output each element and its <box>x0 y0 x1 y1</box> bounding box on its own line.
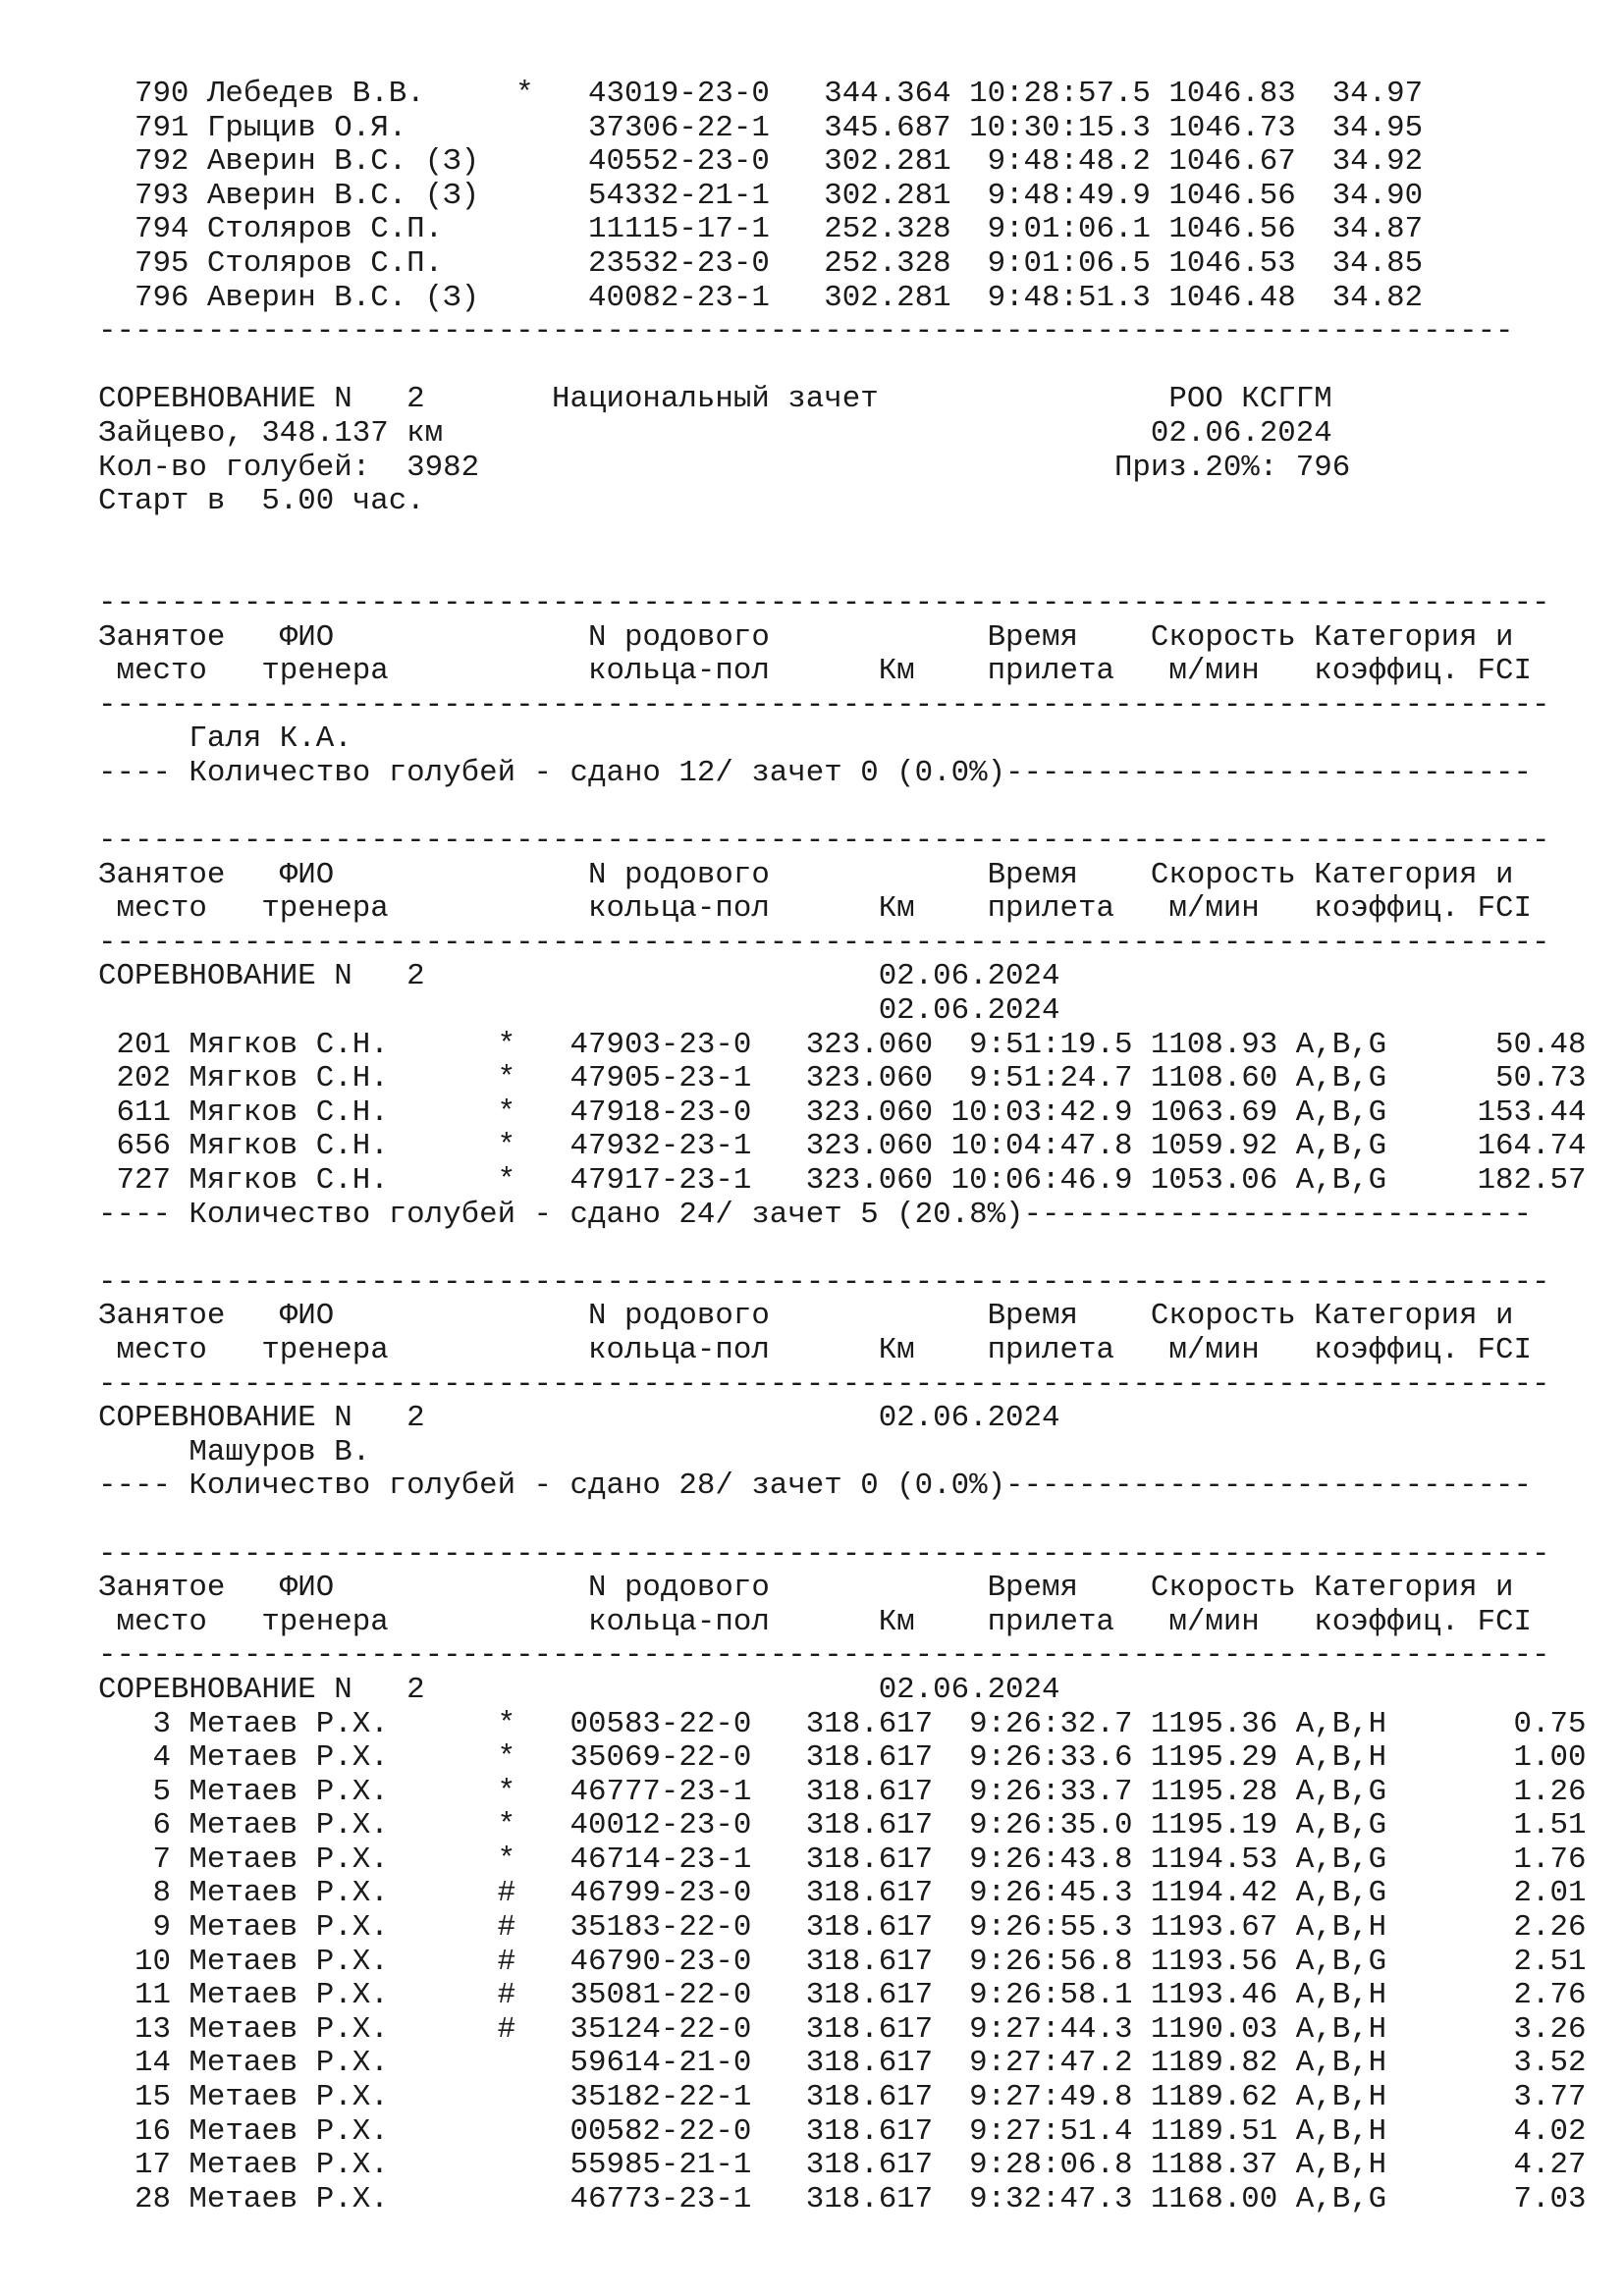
result-row: 10 Метаев Р.Х. # 46790-23-0 318.617 9:26:56.8 1193.56 A,B,G 2.51 <box>98 1944 1587 1979</box>
result-row: 16 Метаев Р.Х. 00582-22-0 318.617 9:27:51.4 1189.51 A,B,H 4.02 <box>98 2113 1587 2149</box>
result-row: 3 Метаев Р.Х. * 00583-22-0 318.617 9:26:32.7 1195.36 A,B,H 0.75 <box>98 1706 1587 1741</box>
text-line: Старт в 5.00 час. <box>98 484 425 519</box>
result-row: 202 Мягков С.Н. * 47905-23-1 323.060 9:51:24.7 1108.60 A,B,G 50.73 <box>98 1061 1587 1096</box>
result-row: 7 Метаев Р.Х. * 46714-23-1 318.617 9:26:43.8 1194.53 A,B,G 1.76 <box>98 1842 1587 1877</box>
summary-line: ---- Количество голубей - сдано 28/ зачет 0 (0.0%)----------------------------- <box>98 1468 1533 1504</box>
separator-line: -------------------------------------------------------------------------------- <box>98 925 1550 960</box>
result-row: 794 Столяров С.П. 11115-17-1 252.328 9:01:06.1 1046.56 34.87 <box>98 212 1424 247</box>
result-row: 795 Столяров С.П. 23532-23-0 252.328 9:01:06.5 1046.53 34.85 <box>98 245 1424 281</box>
separator-line: -------------------------------------------------------------------------------- <box>98 1366 1550 1402</box>
text-line: 02.06.2024 <box>98 993 1060 1029</box>
competition-header-line: СОРЕВНОВАНИЕ N 2 02.06.2024 <box>98 1672 1060 1707</box>
separator-line: -------------------------------------------------------------------------------- <box>98 585 1550 620</box>
blank-line <box>98 1232 1586 1266</box>
summary-line: ---- Количество голубей - сдано 24/ зачет 5 (20.8%)---------------------------- <box>98 1197 1533 1232</box>
result-row: 11 Метаев Р.Х. # 35081-22-0 318.617 9:26:58.1 1193.46 A,B,H 2.76 <box>98 1978 1587 2013</box>
result-row: 792 Аверин В.С. (З) 40552-23-0 302.281 9:48:48.2 1046.67 34.92 <box>98 144 1424 180</box>
competition-header-line: СОРЕВНОВАНИЕ N 2 Национальный зачет РОО КСГГМ <box>98 382 1332 417</box>
table-header-line: место тренера кольца-пол Км прилета м/мин коэффиц. FCI <box>98 654 1533 689</box>
separator-line: -------------------------------------------------------------------------------- <box>98 824 1550 859</box>
result-row: 791 Грыцив О.Я. 37306-22-1 345.687 10:30:15.3 1046.73 34.95 <box>98 110 1424 145</box>
separator-line: -------------------------------------------------------------------------------- <box>98 1638 1550 1674</box>
result-row: 14 Метаев Р.Х. 59614-21-0 318.617 9:27:47.2 1189.82 A,B,H 3.52 <box>98 2046 1587 2081</box>
competition-header-line: СОРЕВНОВАНИЕ N 2 02.06.2024 <box>98 959 1060 994</box>
separator-line: -------------------------------------------------------------------------------- <box>98 1264 1550 1300</box>
result-row: 790 Лебедев В.В. * 43019-23-0 344.364 10:28:57.5 1046.83 34.97 <box>98 77 1424 111</box>
result-row: 6 Метаев Р.Х. * 40012-23-0 318.617 9:26:35.0 1195.19 A,B,G 1.51 <box>98 1808 1587 1843</box>
table-header-line: Занятое ФИО N родового Время Скорость Категория и <box>98 619 1514 655</box>
result-row: 611 Мягков С.Н. * 47918-23-0 323.060 10:03:42.9 1063.69 A,B,G 153.44 <box>98 1095 1587 1130</box>
table-header-line: Занятое ФИО N родового Время Скорость Категория и <box>98 1571 1514 1606</box>
table-header-line: Занятое ФИО N родового Время Скорость Категория и <box>98 857 1514 892</box>
blank-line <box>98 349 1586 384</box>
result-row: 17 Метаев Р.Х. 55985-21-1 318.617 9:28:06.8 1188.37 A,B,H 4.27 <box>98 2148 1587 2183</box>
result-row: 796 Аверин В.С. (З) 40082-23-1 302.281 9:48:51.3 1046.48 34.82 <box>98 280 1424 315</box>
blank-line <box>98 519 1586 554</box>
table-header-line: место тренера кольца-пол Км прилета м/мин коэффиц. FCI <box>98 1604 1533 1639</box>
result-row: 793 Аверин В.С. (З) 54332-21-1 302.281 9:48:49.9 1046.56 34.90 <box>98 178 1424 213</box>
table-header-line: Занятое ФИО N родового Время Скорость Категория и <box>98 1299 1514 1334</box>
result-row: 5 Метаев Р.Х. * 46777-23-1 318.617 9:26:33.7 1195.28 A,B,G 1.26 <box>98 1774 1587 1809</box>
table-header-line: место тренера кольца-пол Км прилета м/мин коэффиц. FCI <box>98 891 1533 927</box>
result-row: 656 Мягков С.Н. * 47932-23-1 323.060 10:04:47.8 1059.92 A,B,G 164.74 <box>98 1129 1587 1164</box>
result-row: 201 Мягков С.Н. * 47903-23-0 323.060 9:51:19.5 1108.93 A,B,G 50.48 <box>98 1027 1587 1062</box>
result-row: 9 Метаев Р.Х. # 35183-22-0 318.617 9:26:55.3 1193.67 A,B,H 2.26 <box>98 1910 1587 1946</box>
result-row: 8 Метаев Р.Х. # 46799-23-0 318.617 9:26:45.3 1194.42 A,B,G 2.01 <box>98 1876 1587 1911</box>
text-line: Галя К.А. <box>98 721 352 757</box>
text-line: Машуров В. <box>98 1434 371 1469</box>
blank-line <box>98 1504 1586 1538</box>
result-row: 13 Метаев Р.Х. # 35124-22-0 318.617 9:27:44.3 1190.03 A,B,H 3.26 <box>98 2011 1587 2047</box>
blank-line <box>98 790 1586 825</box>
summary-line: ---- Количество голубей - сдано 12/ зачет 0 (0.0%)----------------------------- <box>98 755 1533 790</box>
text-line: Кол-во голубей: 3982 Приз.20%: 796 <box>98 450 1351 485</box>
result-row: 28 Метаев Р.Х. 46773-23-1 318.617 9:32:47.3 1168.00 A,B,G 7.03 <box>98 2181 1587 2216</box>
blank-line <box>98 553 1586 587</box>
separator-line: ------------------------------------------------------------------------------ <box>98 314 1514 349</box>
printout-text-block <box>98 78 1586 2216</box>
result-row: 727 Мягков С.Н. * 47917-23-1 323.060 10:06:46.9 1053.06 A,B,G 182.57 <box>98 1163 1587 1198</box>
competition-header-line: СОРЕВНОВАНИЕ N 2 02.06.2024 <box>98 1401 1060 1436</box>
separator-line: -------------------------------------------------------------------------------- <box>98 687 1550 722</box>
result-row: 4 Метаев Р.Х. * 35069-22-0 318.617 9:26:33.6 1195.29 A,B,H 1.00 <box>98 1740 1587 1776</box>
separator-line: -------------------------------------------------------------------------------- <box>98 1536 1550 1572</box>
result-row: 15 Метаев Р.Х. 35182-22-1 318.617 9:27:49.8 1189.62 A,B,H 3.77 <box>98 2080 1587 2115</box>
table-header-line: место тренера кольца-пол Км прилета м/мин коэффиц. FCI <box>98 1332 1533 1367</box>
text-line: Зайцево, 348.137 км 02.06.2024 <box>98 415 1332 451</box>
